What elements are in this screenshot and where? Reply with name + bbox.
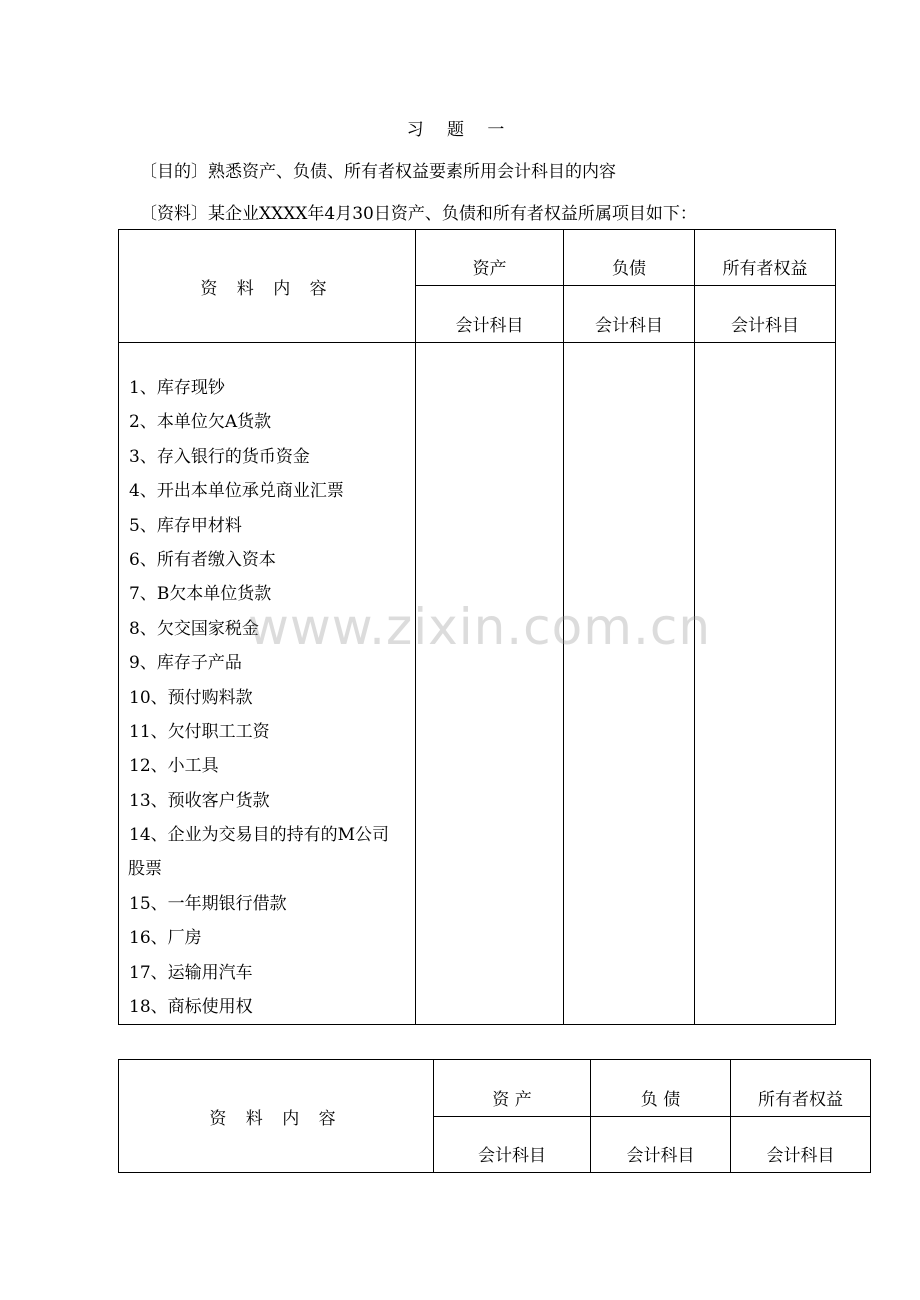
list-item: 15、一年期银行借款 [129, 893, 287, 914]
material-line: 〔资料〕某企业XXXX年4月30日资产、负债和所有者权益所属项目如下： [140, 204, 697, 224]
list-item-continuation: 股票 [128, 859, 162, 880]
list-item: 9、库存子产品 [129, 653, 242, 674]
list-item: 7、B欠本单位货款 [129, 584, 272, 605]
subheader-equity: 会计科目 [695, 286, 836, 343]
subheader-liabilities: 会计科目 [564, 286, 695, 343]
answer-cell-assets[interactable] [416, 343, 564, 1025]
list-item: 5、库存甲材料 [129, 515, 242, 536]
watermark: www.zixin.com.cn [248, 598, 712, 656]
answer-cell-liabilities[interactable] [564, 343, 695, 1025]
list-item: 2、本单位欠A货款 [129, 412, 272, 433]
column-header-assets: 资 产 [434, 1060, 591, 1117]
list-item: 11、欠付职工工资 [129, 721, 270, 742]
list-item: 3、存入银行的货币资金 [129, 446, 310, 467]
purpose-line: 〔目的〕熟悉资产、负债、所有者权益要素所用会计科目的内容 [140, 162, 616, 182]
list-item: 6、所有者缴入资本 [129, 549, 276, 570]
list-item: 17、运输用汽车 [129, 962, 253, 983]
list-item: 18、商标使用权 [129, 997, 253, 1018]
column-header-liabilities: 负 债 [591, 1060, 731, 1117]
column-header-equity: 所有者权益 [731, 1060, 871, 1117]
classification-table-2 [118, 1059, 871, 1173]
column-header-equity: 所有者权益 [695, 230, 836, 286]
subheader-assets: 会计科目 [434, 1117, 591, 1173]
classification-table [118, 229, 836, 1025]
row-label-header: 资 料 内 容 [119, 1060, 434, 1173]
list-item: 10、预付购料款 [129, 687, 253, 708]
item-list [119, 343, 415, 1024]
subheader-liabilities: 会计科目 [591, 1117, 731, 1173]
answer-cell-equity[interactable] [695, 343, 836, 1025]
subheader-equity: 会计科目 [731, 1117, 871, 1173]
list-item: 13、预收客户货款 [129, 790, 270, 811]
list-item: 14、企业为交易目的持有的M公司 [129, 825, 390, 846]
subheader-assets: 会计科目 [416, 286, 564, 343]
list-item: 4、开出本单位承兑商业汇票 [129, 481, 344, 502]
list-item: 1、库存现钞 [129, 378, 225, 398]
list-item: 8、欠交国家税金 [129, 618, 259, 639]
column-header-assets: 资产 [416, 230, 564, 286]
list-item: 12、小工具 [129, 756, 219, 777]
items-cell [119, 343, 416, 1025]
list-item: 16、厂房 [129, 928, 202, 949]
row-label-header: 资 料 内 容 [119, 230, 416, 343]
column-header-liabilities: 负债 [564, 230, 695, 286]
exercise-title: 习 题 一 [406, 120, 514, 140]
